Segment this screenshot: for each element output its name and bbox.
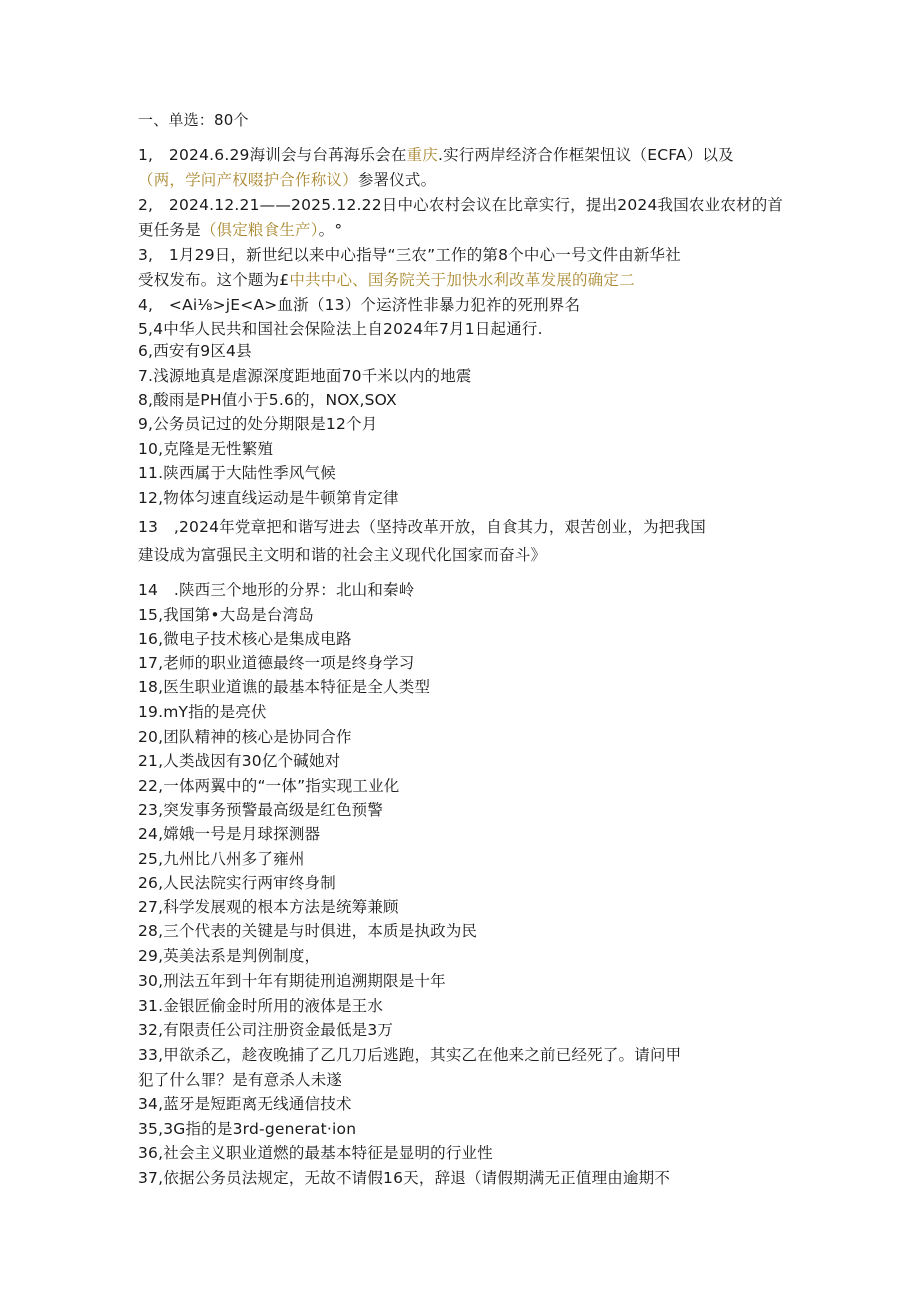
text-line <box>138 1143 493 1163</box>
text-segment: 8,酸雨是PH值小于5.6的，NOX,SOX <box>138 391 397 409</box>
text-segment: 24,嫦娥一号是月球探测器 <box>138 825 321 843</box>
text-segment: 25,九州比八州多了雍州 <box>138 850 305 868</box>
text-segment: 7.浅源地真是虐源深度距地面70千米以内的地震 <box>138 367 472 385</box>
text-segment: 5,4中华人民共和国社会保险法上自2024年7月1日起通行. <box>138 320 543 338</box>
text-line <box>138 517 706 537</box>
text-line <box>138 897 399 917</box>
text-segment: 13 ,2024年党章把和谐写进去（坚持改革开放，自食其力，艰苦创业，为把我国 <box>138 518 706 536</box>
text-line <box>138 800 383 820</box>
text-segment: 16,微电子技术核心是集成电路 <box>138 630 352 648</box>
text-segment: .实行两岸经济合作框架忸议（ECFA）以及 <box>437 146 734 164</box>
highlighted-answer: 中共中心、国务院关于加快水利改革发展的确定二 <box>289 271 635 289</box>
text-line <box>138 996 383 1016</box>
text-segment: 更任务是 <box>138 221 201 239</box>
text-line <box>138 580 414 600</box>
text-line <box>138 488 399 508</box>
text-line <box>138 1045 681 1065</box>
text-segment: 28,三个代表的关键是与时俱进，本质是执政为民 <box>138 922 478 940</box>
text-segment: 21,人类战因有30亿个碱她对 <box>138 752 341 770</box>
text-segment: 30,刑法五年到十年有期徒刑追溯期限是十年 <box>138 972 446 990</box>
text-segment: 建设成为富强民主文明和谐的社会主义现代化国家而奋斗》 <box>138 546 547 564</box>
text-segment: 参署仪式。 <box>357 171 437 189</box>
text-segment: 3, 1月29日，新世纪以来中心指导“三农”工作的第8个中心一号文件由新华社 <box>138 246 681 264</box>
text-segment: 2, 2024.12.21——2025.12.22日中心农村会议在比章实行，提出2024我国农业农材的首 <box>138 196 784 214</box>
text-line <box>138 751 340 771</box>
text-line <box>138 195 783 215</box>
text-line <box>138 414 377 434</box>
text-segment: 27,科学发展观的根本方法是统筹兼顾 <box>138 898 399 916</box>
text-line <box>138 270 635 290</box>
text-line <box>138 1119 356 1139</box>
text-segment: 19.mY指的是亮伏 <box>138 703 267 721</box>
text-line <box>138 824 320 844</box>
text-line <box>138 220 342 240</box>
text-line <box>138 776 400 796</box>
text-segment: 17,老师的职业道德最终一项是终身学习 <box>138 654 415 672</box>
highlighted-answer: （两，学问产权啜护合作称议） <box>138 171 358 189</box>
text-segment: 6,西安有9区4县 <box>138 342 252 360</box>
text-line <box>138 971 446 991</box>
text-line <box>138 946 320 966</box>
text-line <box>138 341 252 361</box>
text-segment: 10,克隆是无性繁殖 <box>138 440 274 458</box>
text-segment: 4, <Ai⅛>jE<A>血浙（13）个运济性非暴力犯祚的死刑界名 <box>138 296 581 314</box>
text-segment: 31.金银匠偷金时所用的液体是王水 <box>138 997 384 1015</box>
text-segment: 33,甲欲杀乙，趁夜晚捕了乙几刀后逃跑，其实乙在他来之前已经死了。请问甲 <box>138 1046 682 1064</box>
text-segment: 9,公务员记过的处分期限是12个月 <box>138 415 378 433</box>
text-line <box>138 702 267 722</box>
text-segment: 23,突发事务预警最高级是红色预警 <box>138 801 384 819</box>
text-segment: 37,依据公务员法规定，无故不请假16天，辞退（请假期满无正值理由逾期不 <box>138 1169 671 1187</box>
text-line <box>138 439 273 459</box>
text-segment: 1, 2024.6.29海训会与台苒海乐会在 <box>138 146 407 164</box>
text-segment: 18,医生职业道谯的最基本特征是全人类型 <box>138 678 431 696</box>
text-segment: 受权发布。这个题为£ <box>138 271 290 289</box>
text-line <box>138 677 430 697</box>
text-line <box>138 921 477 941</box>
text-line <box>138 390 397 410</box>
text-segment: 犯了什么罪？是有意杀人未遂 <box>138 1071 343 1089</box>
text-line <box>138 629 352 649</box>
text-line <box>138 727 352 747</box>
text-segment: 22,一体两翼中的“一体”指实现工业化 <box>138 777 400 795</box>
text-line <box>138 873 336 893</box>
text-segment: 36,社会主义职业道燃的最基本特征是显明的行业性 <box>138 1144 493 1162</box>
text-line <box>138 1168 670 1188</box>
text-line <box>138 170 436 190</box>
text-line <box>138 463 336 483</box>
text-segment: 29,英美法系是判例制度， <box>138 947 321 965</box>
text-segment: 11.陕西属于大陆性季风气候 <box>138 464 336 482</box>
text-line <box>138 605 314 625</box>
text-segment: 20,团队精神的核心是协同合作 <box>138 728 352 746</box>
text-line <box>138 545 546 565</box>
text-segment: 15,我国第•大岛是台湾岛 <box>138 606 314 624</box>
text-line <box>138 653 414 673</box>
text-segment: 34,蓝牙是短距离无线通信技术 <box>138 1095 352 1113</box>
text-line <box>138 1020 393 1040</box>
text-line <box>138 366 472 386</box>
text-line <box>138 849 305 869</box>
text-line <box>138 295 580 315</box>
text-segment: 14 .陕西三个地形的分界：北山和秦岭 <box>138 581 415 599</box>
text-segment: 12,物体匀速直线运动是牛顿第肯定律 <box>138 489 399 507</box>
text-line <box>138 1094 352 1114</box>
text-line <box>138 245 681 265</box>
section-heading: 一、单选：80个 <box>138 111 249 129</box>
text-segment: 35,3G指的是3rd-generat·ion <box>138 1120 357 1138</box>
text-line <box>138 319 543 339</box>
highlighted-answer: （俱定粮食生产） <box>200 221 319 239</box>
text-line <box>138 145 734 165</box>
highlighted-answer: 重庆 <box>406 146 438 164</box>
text-segment: 32,有限责任公司注册资金最低是3万 <box>138 1021 394 1039</box>
text-segment: 26,人民法院实行两审终身制 <box>138 874 336 892</box>
text-line <box>138 1070 342 1090</box>
text-segment: 。° <box>318 221 343 239</box>
